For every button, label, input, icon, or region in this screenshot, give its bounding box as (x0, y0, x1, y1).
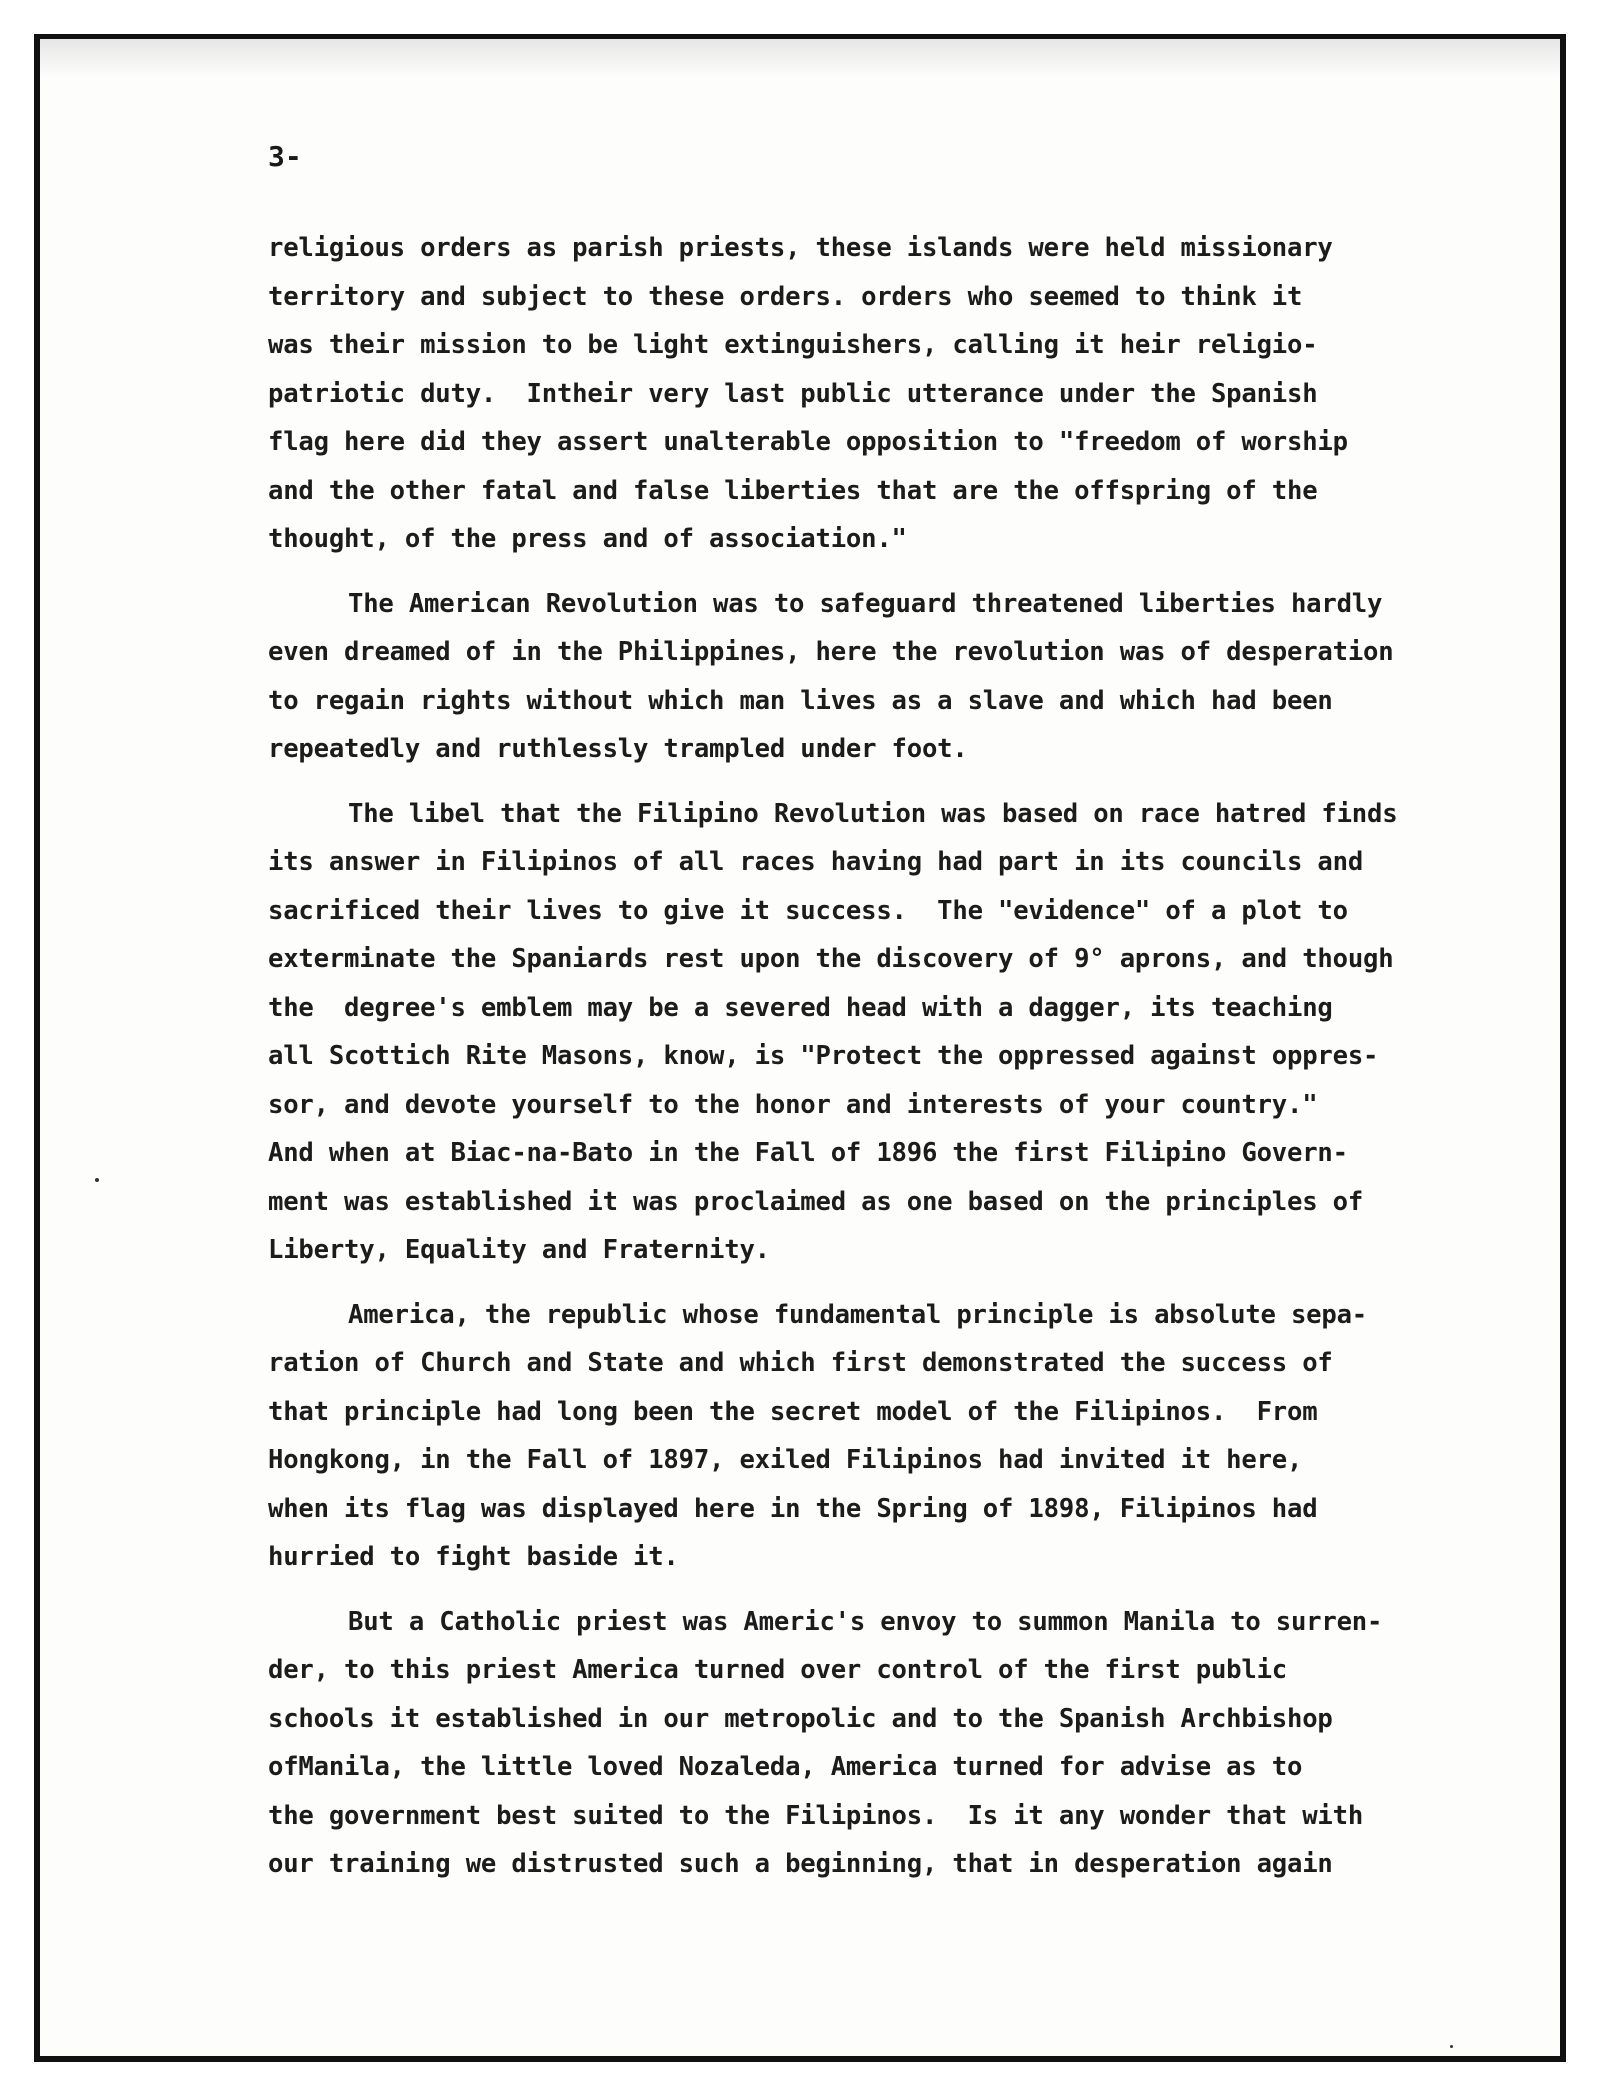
paragraph-2 (268, 580, 1498, 774)
text-line: the degree's emblem may be a severed head with a dagger, its teaching (268, 992, 1333, 1023)
text-line: sacrificed their lives to give it success. The "evidence" of a plot to (268, 895, 1348, 926)
text-line: flag here did they assert unalterable opposition to "freedom of worship (268, 427, 1348, 457)
text-line: our training we distrusted such a beginning, that in desperation again (268, 1849, 1333, 1879)
text-line: religious orders as parish priests, these islands were held missionary (268, 233, 1333, 263)
scan-speck (95, 1178, 99, 1182)
text-line: its answer in Filipinos of all races having had part in its councils and (268, 847, 1364, 877)
text-line: Hongkong, in the Fall of 1897, exiled Filipinos had invited it here, (268, 1445, 1303, 1475)
scan-edge-shading (40, 39, 1560, 79)
text-line: ofManila, the little loved Nozaleda, America turned for advise as to (268, 1752, 1303, 1782)
text-line: the government best suited to the Filipinos. Is it any wonder that with (268, 1800, 1364, 1831)
page-number: 3- (268, 140, 302, 173)
text-line: when its flag was displayed here in the Spring of 1898, Filipinos had (268, 1493, 1318, 1524)
text-line: der, to this priest America turned over control of the first public (268, 1655, 1287, 1685)
paragraph-4 (268, 1291, 1498, 1582)
paragraph-5 (268, 1598, 1498, 1889)
document-body (268, 224, 1498, 1905)
text-line: hurried to fight baside it. (268, 1542, 679, 1572)
text-line: schools it established in our metropolic and to the Spanish Archbishop (268, 1703, 1333, 1734)
text-line: ration of Church and State and which first demonstrated the success of (268, 1348, 1333, 1378)
text-line: thought, of the press and of association." (268, 524, 907, 554)
text-line: even dreamed of in the Philippines, here the revolution was of desperation (268, 637, 1394, 667)
text-line: was their mission to be light extinguishers, calling it heir religio- (268, 330, 1318, 360)
text-line: patriotic duty. Intheir very last public utterance under the Spanish (268, 378, 1318, 409)
text-line: But a Catholic priest was Americ's envoy to summon Manila to surren- (348, 1606, 1383, 1637)
text-line: The libel that the Filipino Revolution was based on race hatred finds (348, 798, 1398, 829)
text-line: The American Revolution was to safeguard threatened liberties hardly (348, 588, 1383, 619)
paragraph-3 (268, 790, 1498, 1275)
text-line: that principle had long been the secret model of the Filipinos. From (268, 1396, 1318, 1427)
text-line: sor, and devote yourself to the honor and interests of your country." (268, 1089, 1318, 1120)
paragraph-1 (268, 224, 1498, 564)
text-line: and the other fatal and false liberties that are the offspring of the (268, 475, 1318, 506)
text-line: And when at Biac-na-Bato in the Fall of 1896 the first Filipino Govern- (268, 1138, 1348, 1168)
text-line: exterminate the Spaniards rest upon the discovery of 9° aprons, and though (268, 944, 1394, 974)
text-line: America, the republic whose fundamental principle is absolute sepa- (348, 1299, 1367, 1330)
text-line: territory and subject to these orders. orders who seemed to think it (268, 281, 1303, 312)
text-line: ment was established it was proclaimed as one based on the principles of (268, 1186, 1364, 1217)
text-line: Liberty, Equality and Fraternity. (268, 1235, 770, 1265)
text-line: all Scottich Rite Masons, know, is "Protect the oppressed against oppres- (268, 1041, 1379, 1071)
scan-speck (1450, 2045, 1453, 2048)
text-line: to regain rights without which man lives as a slave and which had been (268, 685, 1333, 716)
text-line: repeatedly and ruthlessly trampled under foot. (268, 734, 968, 764)
